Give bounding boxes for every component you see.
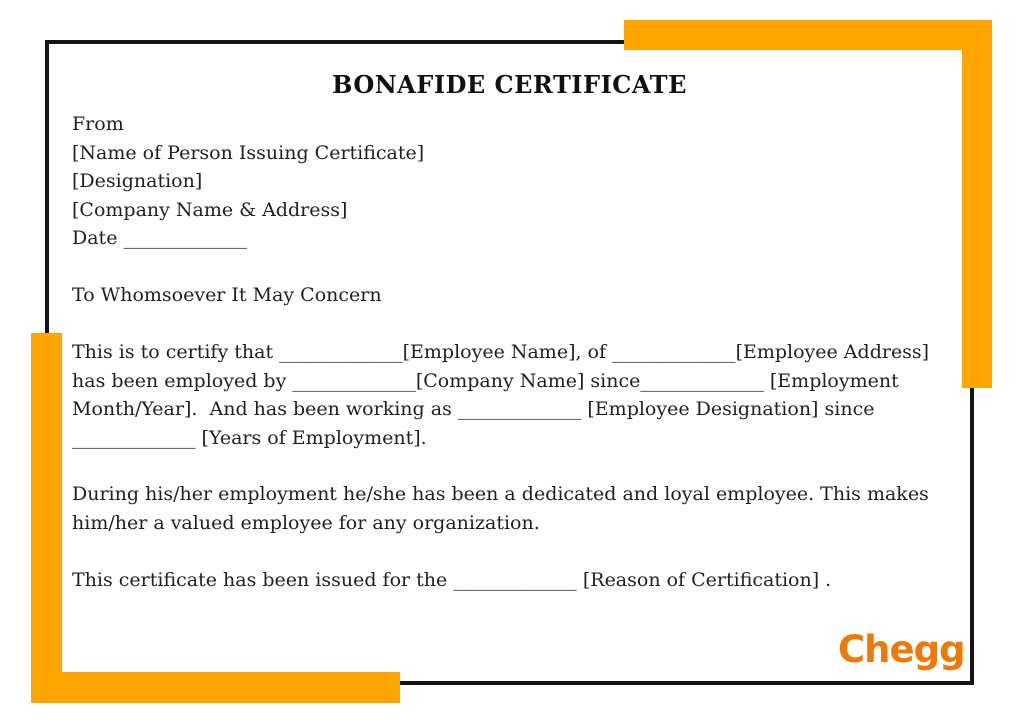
sender-line-company: [Company Name & Address] (72, 198, 348, 221)
body-line: During his/her employment he/she has been a dedicated and loyal employee. This makes (72, 483, 929, 505)
body-line: This certificate has been issued for the _____________ [Reason of Certification] . (72, 569, 832, 591)
sender-line-date: Date _____________ (72, 227, 247, 249)
sender-line-designation: [Designation] (72, 170, 203, 192)
certificate-title: BONAFIDE CERTIFICATE (332, 70, 687, 99)
salutation-block (72, 281, 382, 310)
body-line: him/her a valued employee for any organization. (72, 511, 540, 534)
sender-block (72, 110, 424, 253)
body-paragraph-dedication (72, 480, 929, 537)
sender-line-issuer-name: [Name of Person Issuing Certificate] (72, 141, 425, 164)
body-line: _____________ [Years of Employment]. (72, 426, 427, 449)
body-line: This is to certify that _____________[Employee Name], of _____________[Employee Address] (72, 341, 930, 363)
salutation-text: To Whomsoever It May Concern (72, 284, 382, 306)
sender-line-from: From (72, 113, 124, 135)
body-paragraph-certify (72, 338, 929, 452)
body-line: has been employed by _____________[Company Name] since_____________ [Employment (72, 369, 899, 392)
body-line: Month/Year]. And has been working as _____________ [Employee Designation] since (72, 398, 875, 420)
body-paragraph-reason (72, 566, 831, 595)
chegg-logo: Chegg (838, 628, 965, 671)
